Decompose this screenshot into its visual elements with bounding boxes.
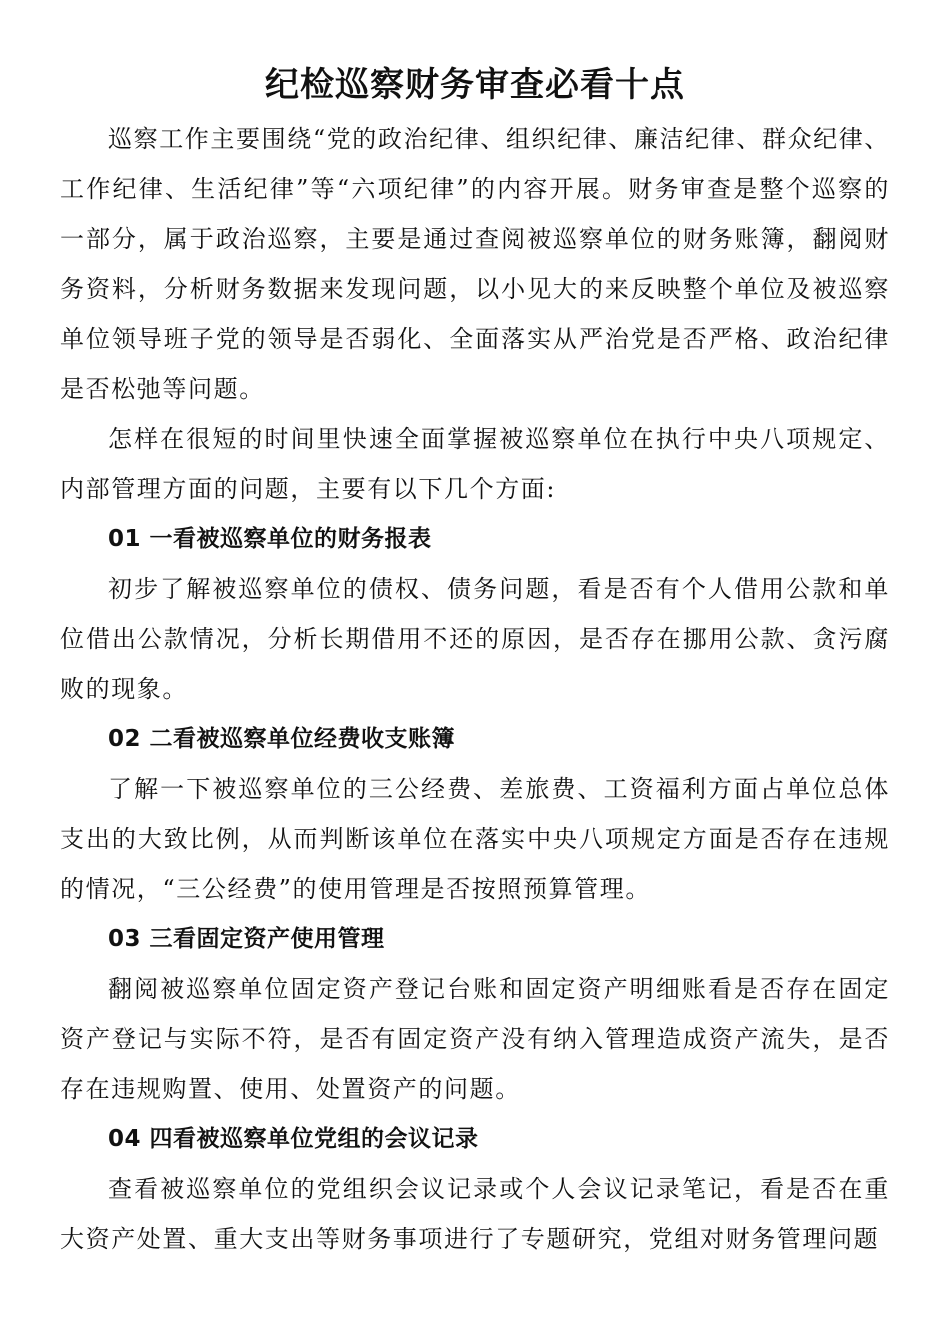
section-heading: 04 四看被巡察单位党组的会议记录 bbox=[108, 1126, 479, 1152]
section-03 bbox=[60, 914, 890, 1114]
document-title: 纪检巡察财务审查必看十点 bbox=[265, 65, 685, 105]
intro-paragraph-2: 怎样在很短的时间里快速全面掌握被巡察单位在执行中央八项规定、内部管理方面的问题，主要有以下几个方面: bbox=[60, 425, 890, 503]
section-body: 查看被巡察单位的党组织会议记录或个人会议记录笔记，看是否在重大资产处置、重大支出等财务事项进行了专题研究，党组对财务管理问题 bbox=[60, 1175, 890, 1253]
section-01 bbox=[60, 514, 890, 714]
section-body: 翻阅被巡察单位固定资产登记台账和固定资产明细账看是否存在固定资产登记与实际不符，是否有固定资产没有纳入管理造成资产流失，是否存在违规购置、使用、处置资产的问题。 bbox=[60, 975, 890, 1103]
section-body: 了解一下被巡察单位的三公经费、差旅费、工资福利方面占单位总体支出的大致比例，从而判断该单位在落实中央八项规定方面是否存在违规的情况，“三公经费”的使用管理是否按照预算管理。 bbox=[60, 775, 890, 903]
section-heading: 01 一看被巡察单位的财务报表 bbox=[108, 526, 432, 552]
section-04 bbox=[60, 1114, 890, 1264]
section-body: 初步了解被巡察单位的债权、债务问题，看是否有个人借用公款和单位借出公款情况，分析长期借用不还的原因，是否存在挪用公款、贪污腐败的现象。 bbox=[60, 575, 890, 703]
section-heading: 02 二看被巡察单位经费收支账簿 bbox=[108, 726, 456, 752]
document-page bbox=[60, 60, 890, 1264]
section-heading: 03 三看固定资产使用管理 bbox=[108, 926, 385, 952]
intro-paragraph-1: 巡察工作主要围绕“党的政治纪律、组织纪律、廉洁纪律、群众纪律、工作纪律、生活纪律”等“六项纪律”的内容开展。财务审查是整个巡察的一部分，属于政治巡察，主要是通过查阅被巡察单位的财务账簿，翻阅财务资料，分析财务数据来发现问题，以小见大的来反映整个单位及被巡察单位领导班子党的领导是否弱化、全面落实从严治党是否严格、政治纪律是否松弛等问题。 bbox=[60, 125, 890, 403]
section-02 bbox=[60, 714, 890, 914]
